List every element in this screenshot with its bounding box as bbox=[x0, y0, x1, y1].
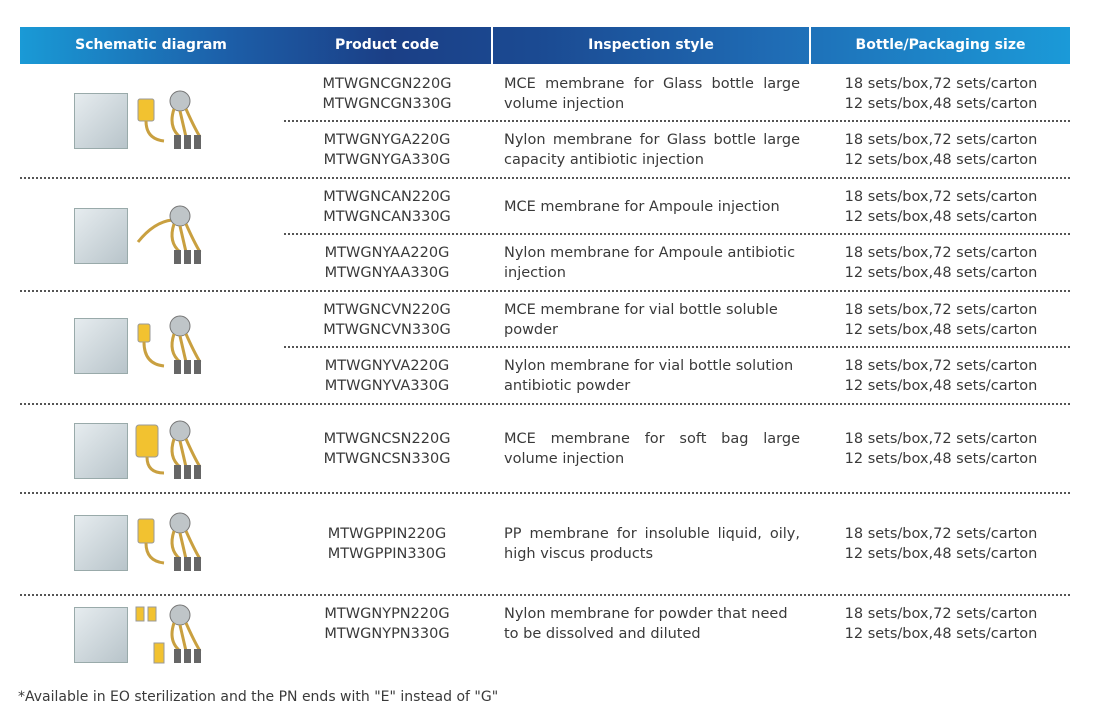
group-divider bbox=[20, 403, 1070, 405]
header-schematic-diagram: Schematic diagram bbox=[75, 37, 227, 53]
group-divider bbox=[20, 290, 1070, 292]
packaging-size-cell: 18 sets/box,72 sets/carton 12 sets/box,48 sets/carton bbox=[844, 431, 1038, 467]
inspection-style-cell: PP membrane for insoluble liquid, oily, high viscus products bbox=[504, 526, 800, 562]
schematic-ampoule bbox=[74, 202, 214, 266]
packaging-size-cell: 18 sets/box,72 sets/carton 12 sets/box,48 sets/carton bbox=[844, 132, 1038, 168]
row-divider bbox=[284, 120, 1070, 122]
header-product-code: Product code bbox=[334, 37, 440, 53]
schematic-glass-bottle bbox=[74, 87, 214, 151]
filter-set-icon bbox=[134, 202, 214, 266]
product-code-cell: MTWGNCVN220G MTWGNCVN330G bbox=[323, 302, 451, 338]
row-divider bbox=[284, 346, 1070, 348]
packaging-size-cell: 18 sets/box,72 sets/carton 12 sets/box,48 sets/carton bbox=[844, 76, 1038, 112]
product-code-cell: MTWGPPIN220G MTWGPPIN330G bbox=[327, 526, 447, 562]
header-inspection-style: Inspection style bbox=[588, 37, 714, 53]
row-divider bbox=[284, 233, 1070, 235]
filter-set-icon bbox=[134, 417, 214, 481]
product-photo bbox=[74, 515, 128, 571]
schematic-powder bbox=[74, 601, 214, 665]
table-header bbox=[20, 27, 1070, 64]
packaging-size-cell: 18 sets/box,72 sets/carton 12 sets/box,48 sets/carton bbox=[844, 526, 1038, 562]
product-code-cell: MTWGNYPN220G MTWGNYPN330G bbox=[324, 606, 450, 642]
product-photo bbox=[74, 208, 128, 264]
footnote: *Available in EO sterilization and the PN ends with "E" instead of "G" bbox=[18, 689, 499, 705]
product-photo bbox=[74, 93, 128, 149]
packaging-size-cell: 18 sets/box,72 sets/carton 12 sets/box,48 sets/carton bbox=[844, 358, 1038, 394]
filter-set-icon bbox=[134, 312, 214, 376]
packaging-size-cell: 18 sets/box,72 sets/carton 12 sets/box,48 sets/carton bbox=[844, 606, 1038, 642]
schematic-vial-bottle bbox=[74, 312, 214, 376]
filter-set-icon bbox=[134, 601, 214, 665]
product-code-cell: MTWGNCSN220G MTWGNCSN330G bbox=[323, 431, 451, 467]
inspection-style-cell: MCE membrane for Glass bottle large volume injection bbox=[504, 76, 800, 112]
group-divider bbox=[20, 177, 1070, 179]
inspection-style-cell: MCE membrane for Ampoule injection bbox=[504, 199, 780, 215]
filter-set-icon bbox=[134, 509, 214, 573]
inspection-style-cell: MCE membrane for vial bottle soluble powder bbox=[504, 302, 778, 338]
group-divider bbox=[20, 594, 1070, 596]
product-photo bbox=[74, 423, 128, 479]
product-photo bbox=[74, 318, 128, 374]
filter-set-icon bbox=[134, 87, 214, 151]
inspection-style-cell: Nylon membrane for Ampoule antibiotic injection bbox=[504, 245, 796, 281]
product-photo bbox=[74, 607, 128, 663]
schematic-soft-bag bbox=[74, 417, 214, 481]
packaging-size-cell: 18 sets/box,72 sets/carton 12 sets/box,48 sets/carton bbox=[844, 189, 1038, 225]
product-code-cell: MTWGNCAN220G MTWGNCAN330G bbox=[323, 189, 451, 225]
group-divider bbox=[20, 492, 1070, 494]
product-code-cell: MTWGNYAA220G MTWGNYAA330G bbox=[324, 245, 450, 281]
header-packaging-size: Bottle/Packaging size bbox=[855, 37, 1026, 53]
inspection-style-cell: Nylon membrane for powder that need to be dissolved and diluted bbox=[504, 606, 788, 642]
product-code-cell: MTWGNYGA220G MTWGNYGA330G bbox=[323, 132, 451, 168]
product-code-cell: MTWGNCGN220G MTWGNCGN330G bbox=[322, 76, 452, 112]
schematic-insoluble-liquid bbox=[74, 509, 214, 573]
packaging-size-cell: 18 sets/box,72 sets/carton 12 sets/box,48 sets/carton bbox=[844, 245, 1038, 281]
packaging-size-cell: 18 sets/box,72 sets/carton 12 sets/box,48 sets/carton bbox=[844, 302, 1038, 338]
inspection-style-cell: Nylon membrane for vial bottle solution antibiotic powder bbox=[504, 358, 794, 394]
inspection-style-cell: MCE membrane for soft bag large volume injection bbox=[504, 431, 800, 467]
product-code-cell: MTWGNYVA220G MTWGNYVA330G bbox=[324, 358, 450, 394]
inspection-style-cell: Nylon membrane for Glass bottle large capacity antibiotic injection bbox=[504, 132, 800, 168]
